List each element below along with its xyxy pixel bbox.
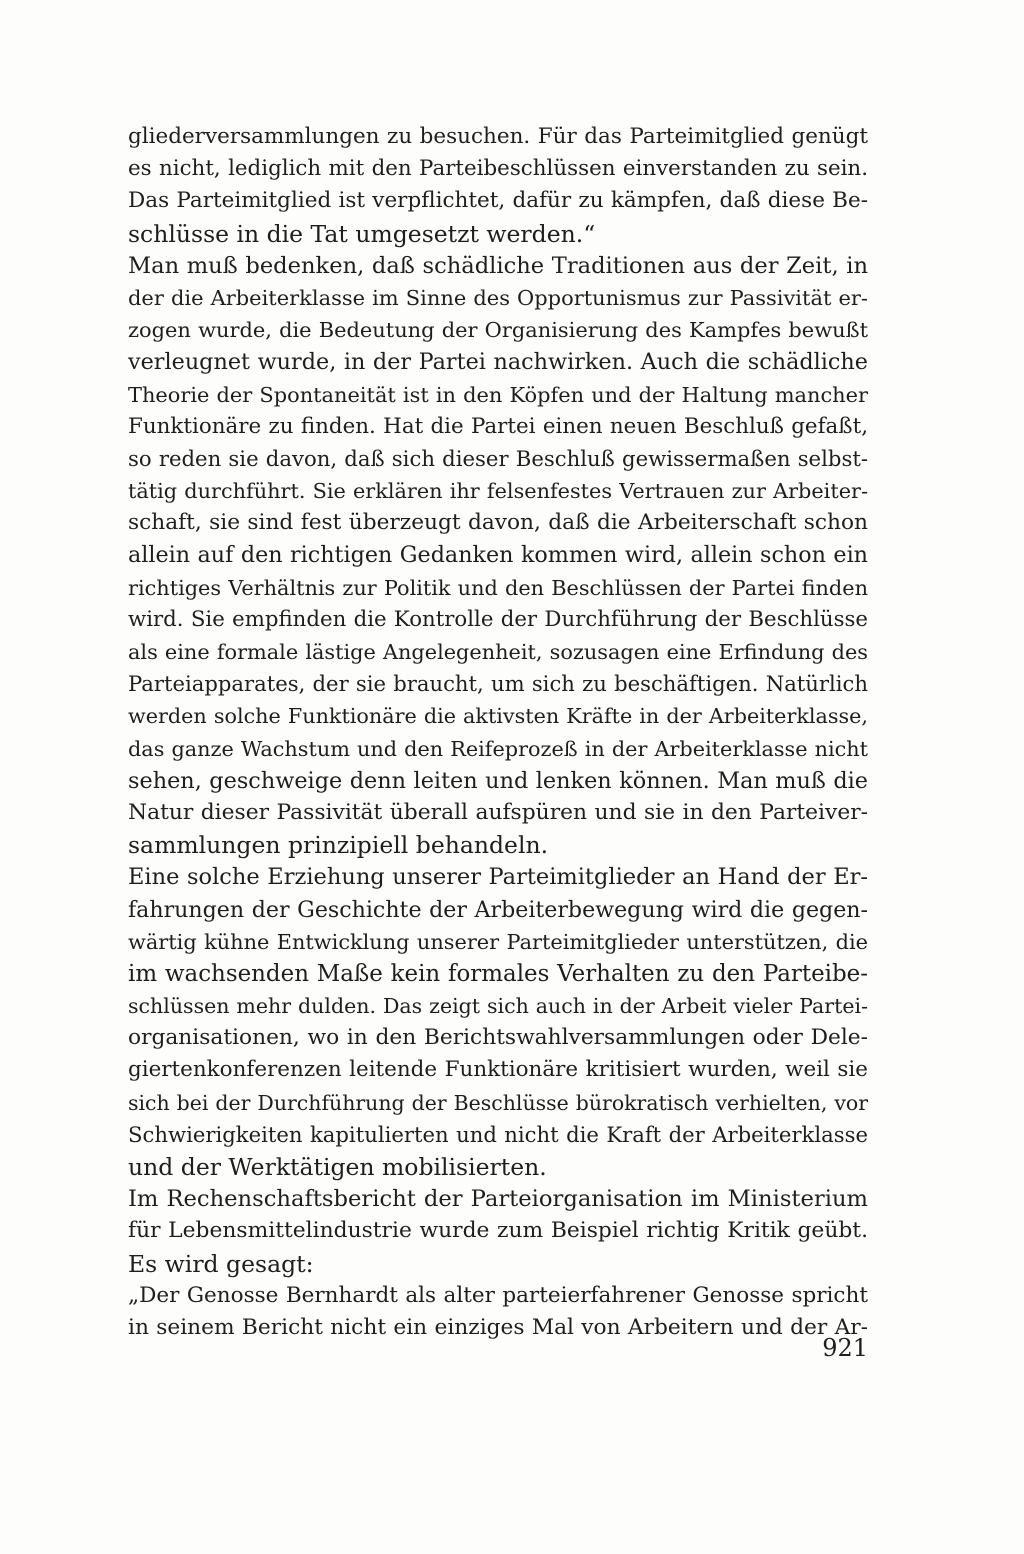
text-line: allein auf den richtigen Gedanken kommen wird, allein schon ein	[128, 542, 868, 569]
text-line: „Der Genosse Bernhardt als alter parteierfahrener Genosse spricht	[128, 1282, 868, 1308]
text-line: sehen, geschweige denn leiten und lenken können. Man muß die	[128, 767, 868, 794]
text-line: wärtig kühne Entwicklung unserer Parteimitglieder unterstützen, die	[128, 929, 868, 954]
text-line: so reden sie davon, daß sich dieser Beschluß gewissermaßen selbst-	[128, 445, 868, 471]
body-text	[128, 121, 868, 1344]
text-line: sammlungen prinzipiell behandeln.	[128, 831, 549, 860]
text-line: Man muß bedenken, daß schädliche Traditionen aus der Zeit, in	[128, 252, 868, 279]
text-line: es nicht, lediglich mit den Parteibeschlüssen einverstanden zu sein.	[128, 156, 868, 182]
text-line: Eine solche Erziehung unserer Parteimitglieder an Hand der Er-	[128, 864, 868, 891]
text-line: werden solche Funktionäre die aktivsten Kräfte in der Arbeiterklasse,	[128, 704, 868, 729]
text-line: und der Werktätigen mobilisierten.	[128, 1153, 547, 1181]
text-line: gliederversammlungen zu besuchen. Für das Parteimitglied genügt	[128, 124, 868, 149]
text-line: sich bei der Durchführung der Beschlüsse bürokratisch verhielten, vor	[128, 1090, 868, 1115]
text-line: Parteiapparates, der sie braucht, um sich zu beschäftigen. Natürlich	[128, 671, 868, 697]
text-line: Theorie der Spontaneität ist in den Köpfen und der Haltung mancher	[128, 382, 868, 407]
text-line: richtiges Verhältnis zur Politik und den Beschlüssen der Partei finden	[128, 575, 868, 600]
text-line: Es wird gesagt:	[128, 1249, 314, 1278]
text-line: giertenkonferenzen leitende Funktionäre kritisiert wurden, weil sie	[128, 1057, 868, 1083]
text-line: Das Parteimitglied ist verpflichtet, dafür zu kämpfen, daß diese Be-	[128, 188, 868, 214]
page-number: 921	[822, 1334, 868, 1362]
text-line: für Lebensmittelindustrie wurde zum Beispiel richtig Kritik geübt.	[128, 1218, 868, 1244]
text-line: fahrungen der Geschichte der Arbeiterbewegung wird die gegen-	[128, 896, 868, 923]
text-line: wird. Sie empfinden die Kontrolle der Durchführung der Beschlüsse	[128, 606, 868, 632]
text-line: tätig durchführt. Sie erklären ihr felsenfestes Vertrauen zur Arbeiter-	[128, 479, 868, 504]
text-line: das ganze Wachstum und den Reifeprozeß in der Arbeiterklasse nicht	[128, 736, 868, 761]
text-line: Im Rechenschaftsbericht der Parteiorganisation im Ministerium	[128, 1186, 868, 1213]
text-line: im wachsenden Maße kein formales Verhalten zu den Parteibe-	[128, 960, 868, 987]
text-line: in seinem Bericht nicht ein einziges Mal von Arbeitern und der Ar-	[128, 1314, 868, 1340]
text-line: Natur dieser Passivität überall aufspüren und sie in den Parteiver-	[128, 799, 868, 825]
text-line: Funktionäre zu finden. Hat die Partei einen neuen Beschluß gefaßt,	[128, 413, 868, 439]
text-line: verleugnet wurde, in der Partei nachwirken. Auch die schädliche	[128, 349, 868, 376]
text-line: der die Arbeiterklasse im Sinne des Opportunismus zur Passivität er-	[128, 285, 868, 310]
text-line: Schwierigkeiten kapitulierten und nicht die Kraft der Arbeiterklasse	[128, 1121, 868, 1147]
text-line: schlüsse in die Tat umgesetzt werden.“	[128, 219, 596, 248]
text-line: als eine formale lästige Angelegenheit, sozusagen eine Erfindung des	[128, 640, 868, 664]
text-line: zogen wurde, die Bedeutung der Organisierung des Kampfes bewußt	[128, 318, 868, 343]
text-line: organisationen, wo in den Berichtswahlversammlungen oder Dele-	[128, 1025, 868, 1051]
text-line: schlüssen mehr dulden. Das zeigt sich auch in der Arbeit vieler Partei-	[128, 994, 868, 1019]
text-line: schaft, sie sind fest überzeugt davon, daß die Arbeiterschaft schon	[128, 510, 868, 536]
